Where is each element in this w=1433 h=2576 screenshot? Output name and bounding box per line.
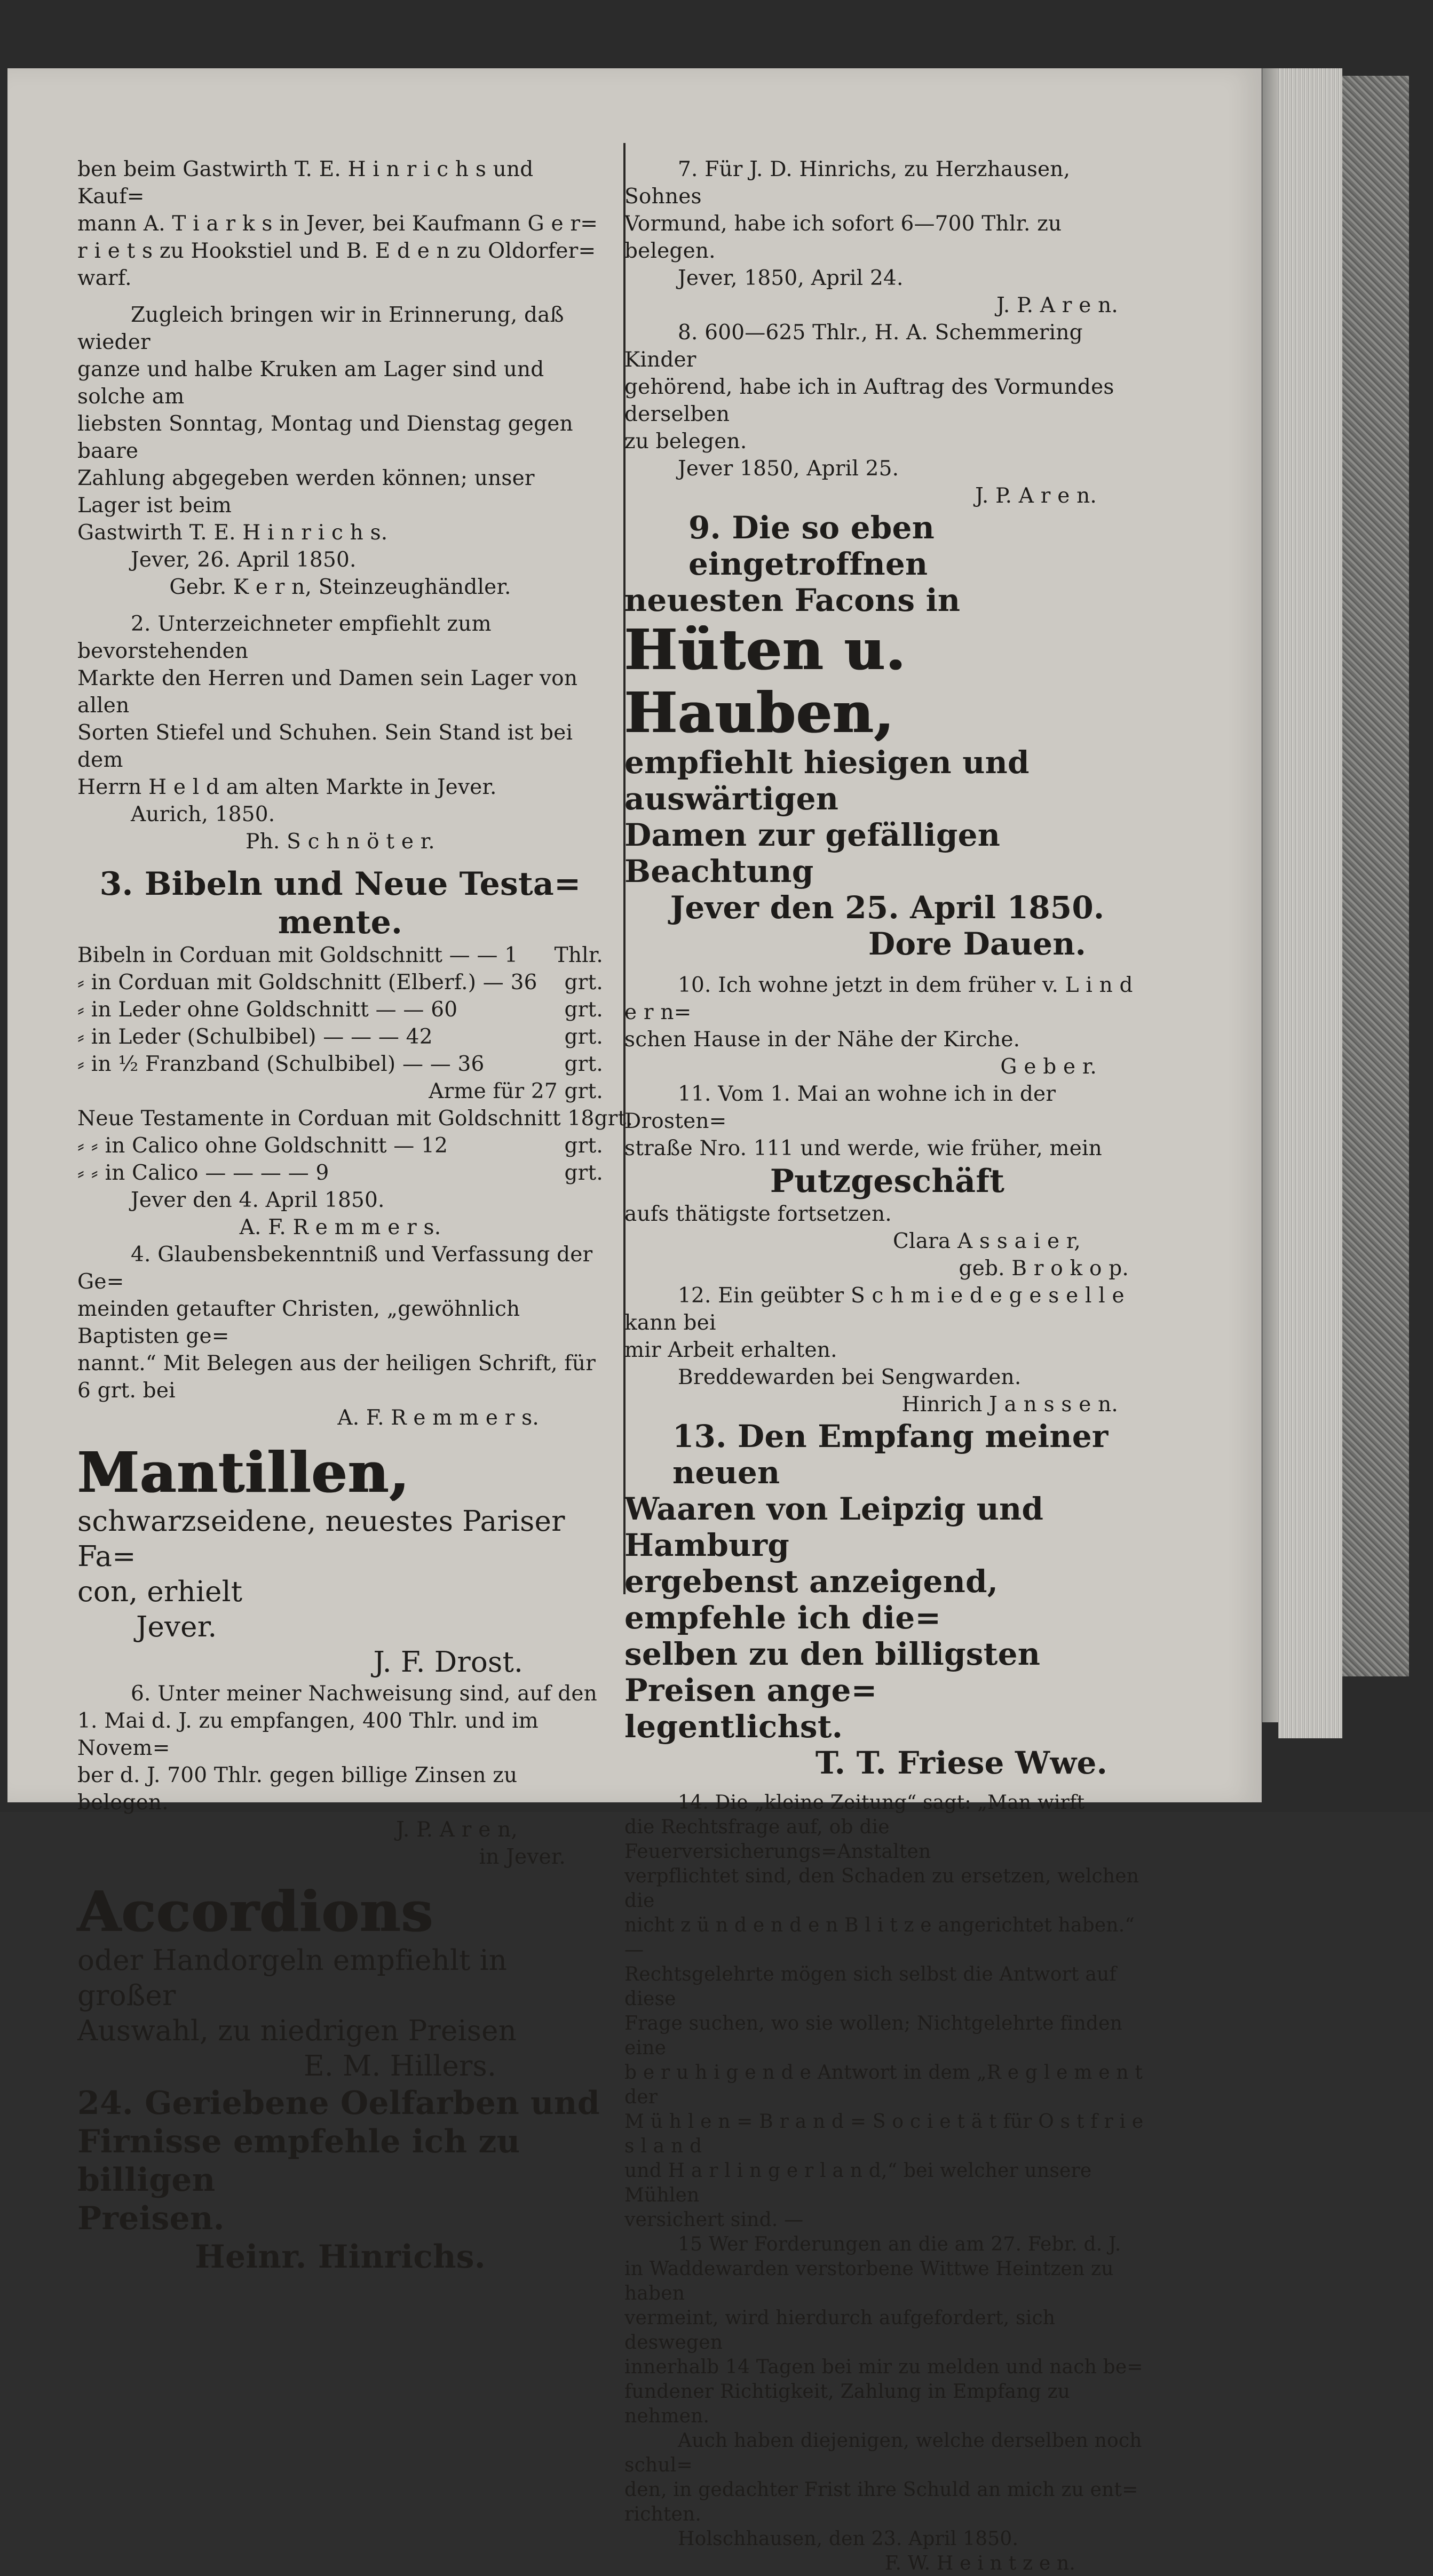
text-line: versichert sind. — <box>624 2209 804 2231</box>
ad-headline: Putzgeschäft <box>770 1163 1005 1200</box>
text-line: empfiehlt hiesigen und auswärtigen <box>624 744 1030 817</box>
ad-bibeln <box>77 865 633 1241</box>
ad-signature: J. P. A r e n. <box>975 484 1097 508</box>
ad-signature: geb. B r o k o p. <box>959 1257 1129 1281</box>
text-line: Frage suchen, wo sie wollen; Nichtgelehrte finden eine <box>624 2013 1123 2059</box>
ad-signature: Gebr. K e r n, Steinzeughändler. <box>169 575 511 599</box>
ad-mantillen <box>77 1441 603 1680</box>
text-line: und H a r l i n g e r l a n d,“ bei welcher unsere Mühlen <box>624 2160 1092 2206</box>
text-line: zu belegen. <box>624 430 747 454</box>
ad-janssen <box>624 1282 1150 1418</box>
price-row: ⸗ in ½ Franzband (Schulbibel) — — 36 grt. <box>77 1052 603 1076</box>
text-line: fundener Richtigkeit, Zahlung in Empfang zu nehmen. <box>624 2381 1071 2427</box>
text-line: 6 grt. bei <box>77 1379 176 1403</box>
text-line: verpflichtet sind, den Schaden zu ersetzen, welchen die <box>624 1865 1139 1912</box>
text-line: warf. <box>77 266 132 290</box>
ad-aren-left <box>77 1680 603 1871</box>
ad-oelfarben <box>77 2084 603 2276</box>
ad-date: Aurich, 1850. <box>131 802 275 826</box>
text-line: con, erhielt <box>77 1576 243 1608</box>
text-line: gehörend, habe ich in Auftrag des Vormundes derselben <box>624 375 1114 426</box>
text-line: richten. <box>624 2503 702 2525</box>
price-row: Bibeln in Corduan mit Goldschnitt — — 1 Thlr. <box>77 943 603 967</box>
price-row: ⸗ ⸗ in Calico ohne Goldschnitt — 12 grt. <box>77 1134 603 1158</box>
text-line: 14. Die „kleine Zeitung“ sagt: „Man wirft <box>678 1792 1085 1814</box>
text-line: Breddewarden bei Sengwarden. <box>678 1365 1022 1389</box>
ad-signature: A. F. R e m m e r s. <box>239 1215 441 1239</box>
price-row: ⸗ ⸗ in Calico — — — — 9 grt. <box>77 1161 603 1185</box>
ad-signature: Ph. S c h n ö t e r. <box>246 830 435 854</box>
ad-signature: J. P. A r e n, <box>396 1818 518 1842</box>
text-line: die Rechtsfrage auf, ob die Feuerversicherungs=Anstalten <box>624 1816 931 1863</box>
text-line: 7. Für J. D. Hinrichs, zu Herzhausen, Sohnes <box>624 157 1071 209</box>
ad-kern <box>77 156 603 601</box>
text-line: Zugleich bringen wir in Erinnerung, daß wieder <box>77 303 564 354</box>
left-column <box>77 156 633 2276</box>
text-line: 4. Glaubensbekenntniß und Verfassung der Ge= <box>77 1243 593 1294</box>
ad-headline: mente. <box>278 904 403 941</box>
ad-date: Jever, 1850, April 24. <box>678 266 904 290</box>
ad-signature: Dore Dauen. <box>868 926 1086 962</box>
notice-muehlen <box>624 1791 1150 2232</box>
text-line: innerhalb 14 Tagen bei mir zu melden und nach be= <box>624 2356 1143 2378</box>
text-line: Auch haben diejenigen, welche derselben noch schul= <box>624 2430 1142 2476</box>
ad-dauen <box>624 510 1150 962</box>
ad-date: Jever, 26. April 1850. <box>131 548 357 572</box>
text-line: liebsten Sonntag, Montag und Dienstag gegen baare <box>77 412 573 463</box>
text-line: 2. Unterzeichneter empfiehlt zum bevorstehenden <box>77 612 492 663</box>
text-line: 10. Ich wohne jetzt in dem früher v. L i n d e r n= <box>624 973 1133 1024</box>
text-line: 24. Geriebene Oelfarben und <box>77 2085 600 2122</box>
text-line: Waaren von Leipzig und Hamburg <box>624 1491 1044 1563</box>
text-line: nannt.“ Mit Belegen aus der heiligen Schrift, für <box>77 1351 596 1376</box>
ad-date: Jever 1850, April 25. <box>678 457 899 481</box>
text-line: r i e t s zu Hookstiel und B. E d e n zu Oldorfer= <box>77 239 596 263</box>
text-line: schen Hause in der Nähe der Kirche. <box>624 1028 1020 1052</box>
text-line: 13. Den Empfang meiner neuen <box>672 1418 1109 1491</box>
text-line: legentlichst. <box>624 1708 843 1745</box>
price-note: Arme für 27 grt. <box>429 1079 603 1103</box>
text-line: straße Nro. 111 und werde, wie früher, mein <box>624 1136 1102 1160</box>
ad-signature: Clara A s s a i e r, <box>893 1229 1081 1253</box>
text-line: ergebenst anzeigend, empfehle ich die= <box>624 1563 999 1636</box>
ad-signature: J. P. A r e n. <box>996 293 1118 317</box>
text-line: Vormund, habe ich sofort 6—700 Thlr. zu belegen. <box>624 212 1062 263</box>
right-column <box>624 156 1150 2576</box>
text-line: Firnisse empfehle ich zu billigen <box>77 2123 520 2199</box>
ad-headline: 3. Bibeln und Neue Testa= <box>99 865 581 903</box>
ad-place: Jever. <box>136 1611 217 1643</box>
book-cover-edge <box>1342 76 1409 1676</box>
ad-signature: E. M. Hillers. <box>304 2050 496 2082</box>
ad-display-title: Hüten u. Hauben, <box>624 617 906 745</box>
text-line: oder Handorgeln empfiehlt in großer <box>77 1944 508 2012</box>
text-line: Auswahl, zu niedrigen Preisen <box>77 2015 517 2047</box>
ad-friese <box>624 1418 1150 1781</box>
text-line: aufs thätigste fortsetzen. <box>624 1202 892 1226</box>
price-row: ⸗ in Leder (Schulbibel) — — — 42 grt. <box>77 1025 603 1049</box>
ad-signature: G e b e r. <box>1000 1055 1097 1079</box>
ad-signature: J. F. Drost. <box>373 1646 523 1679</box>
text-line: mann A. T i a r k s in Jever, bei Kaufmann G e r= <box>77 212 598 236</box>
ad-display-title: Mantillen, <box>77 1440 410 1505</box>
text-line: 6. Unter meiner Nachweisung sind, auf den <box>131 1682 597 1706</box>
text-line: vermeint, wird hierdurch aufgefordert, sich deswegen <box>624 2307 1056 2354</box>
book-page-edges <box>1278 68 1342 1738</box>
notice-heintzen <box>624 2232 1150 2576</box>
text-line: ber d. J. 700 Thlr. gegen billige Zinsen zu belegen. <box>77 1763 518 1815</box>
ad-date: Jever den 25. April 1850. <box>670 889 1105 926</box>
text-line: Damen zur gefälligen Beachtung <box>624 817 1001 889</box>
ad-signature: Hinrich J a n s s e n. <box>901 1393 1118 1417</box>
text-line: Gastwirth T. E. H i n r i c h s. <box>77 521 388 545</box>
text-line: neuesten Facons in <box>624 582 961 618</box>
ad-hinrichs <box>624 156 1150 319</box>
text-line: Markte den Herren und Damen sein Lager von allen <box>77 666 578 718</box>
text-line: selben zu den billigsten Preisen ange= <box>624 1636 1041 1708</box>
ad-glaubensbekenntnis <box>77 1241 603 1432</box>
text-line: 1. Mai d. J. zu empfangen, 400 Thlr. und im Novem= <box>77 1709 539 1760</box>
ad-accordions <box>77 1880 603 2084</box>
ad-assaier <box>624 1080 1150 1282</box>
text-line: ben beim Gastwirth T. E. H i n r i c h s und Kauf= <box>77 157 534 209</box>
ad-signature: in Jever. <box>479 1845 566 1869</box>
text-line: nicht z ü n d e n d e n B l i t z e angerichtet haben.“ — <box>624 1914 1135 1961</box>
text-line: 12. Ein geübter S c h m i e d e g e s e l l e kann bei <box>624 1284 1125 1335</box>
text-line: Herrn H e l d am alten Markte in Jever. <box>77 775 497 799</box>
text-line: schwarzseidene, neuestes Pariser Fa= <box>77 1505 565 1573</box>
ad-schnoeter <box>77 610 603 855</box>
text-line: Rechtsgelehrte mögen sich selbst die Antwort auf diese <box>624 1963 1117 2010</box>
text-line: ganze und halbe Kruken am Lager sind und solche am <box>77 357 544 409</box>
text-line: 8. 600—625 Thlr., H. A. Schemmering Kinder <box>624 321 1083 372</box>
ad-signature: A. F. R e m m e r s. <box>337 1406 539 1430</box>
text-line: meinden getaufter Christen, „gewöhnlich Baptisten ge= <box>77 1297 520 1348</box>
text-line: Zahlung abgegeben werden können; unser Lager ist beim <box>77 466 535 518</box>
text-line: den, in gedachter Frist ihre Schuld an mich zu ent= <box>624 2479 1138 2501</box>
ad-signature: Heinr. Hinrichs. <box>195 2238 486 2276</box>
ad-date: Jever den 4. April 1850. <box>131 1188 385 1212</box>
ad-display-title: Accordions <box>77 1879 434 1944</box>
text-line: M ü h l e n = B r a n d = S o c i e t ä t für O s t f r i e s l a n d <box>624 2111 1144 2157</box>
page-gutter <box>1262 68 1278 1722</box>
ad-date: Holschhausen, den 23. April 1850. <box>678 2528 1019 2550</box>
text-line: 11. Vom 1. Mai an wohne ich in der Drosten= <box>624 1082 1056 1133</box>
price-row: ⸗ in Leder ohne Goldschnitt — — 60 grt. <box>77 998 603 1022</box>
text-line: 9. Die so eben eingetroffnen <box>688 510 935 582</box>
ad-signature: F. W. H e i n t z e n. <box>884 2553 1075 2574</box>
text-line: in Waddewarden verstorbene Wittwe Heintzen zu haben <box>624 2258 1114 2304</box>
ad-signature: T. T. Friese Wwe. <box>815 1745 1107 1781</box>
text-line: mir Arbeit erhalten. <box>624 1338 837 1362</box>
text-line: Sorten Stiefel und Schuhen. Sein Stand ist bei dem <box>77 721 573 772</box>
price-row: Neue Testamente in Corduan mit Goldschnitt 18 grt. <box>77 1107 633 1131</box>
ad-geber <box>624 972 1150 1080</box>
ad-schemmering <box>624 319 1150 510</box>
price-row: ⸗ in Corduan mit Goldschnitt (Elberf.) — 36 grt. <box>77 971 603 995</box>
text-line: 15 Wer Forderungen an die am 27. Febr. d. J. <box>678 2233 1121 2255</box>
text-line: b e r u h i g e n d e Antwort in dem „R e g l e m e n t der <box>624 2062 1143 2108</box>
text-line: Preisen. <box>77 2200 225 2237</box>
